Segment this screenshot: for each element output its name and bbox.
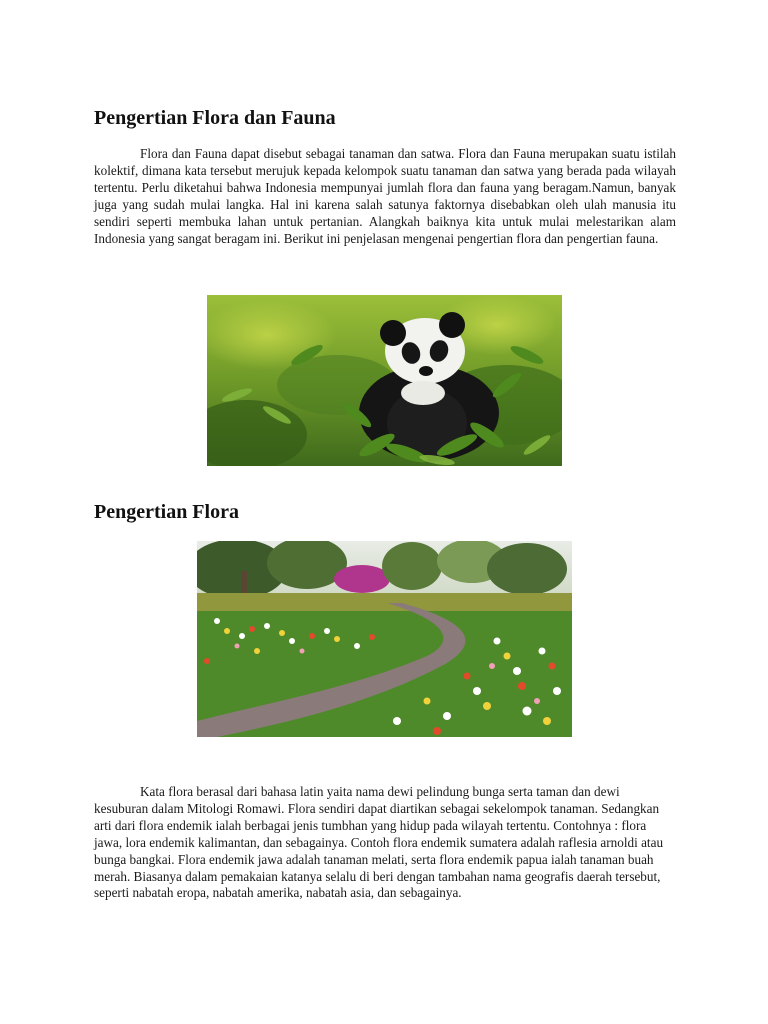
panda-illustration xyxy=(207,295,562,466)
paragraph-pengertian-flora: Kata flora berasal dari bahasa latin yaita nama dewi pelindung bunga serta taman dan dewi kesuburan dalam Mitologi Romawi. Flora sendiri dapat diartikan sebagai sekelompok tanaman. Sedangkan arti dari flora endemik ialah berbagai jenis tumbhan yang hidup pada wilayah tertentu. Contohnya : flora jawa, lora endemik kalimantan, dan sebagainya. Contoh flora endemik sumatera adalah raflesia arnoldi atau bunga bangkai. Flora endemik jawa adalah tanaman melati, serta flora endemik papua ialah tanaman buah merah. Biasanya dalam pemakaian katanya selalu di beri dengan tambahan nama geografis daerah tersebut, seperti nabatah eropa, nabatah amerika, nabatah asia, dan sebagainya. xyxy=(94,784,664,901)
flower-garden-photo xyxy=(197,541,572,737)
flower-garden-illustration xyxy=(197,541,572,737)
heading-flora-dan-fauna: Pengertian Flora dan Fauna xyxy=(94,107,336,129)
heading-pengertian-flora: Pengertian Flora xyxy=(94,501,239,523)
paragraph-flora-dan-fauna: Flora dan Fauna dapat disebut sebagai tanaman dan satwa. Flora dan Fauna merupakan suatu istilah kolektif, dimana kata tersebut merujuk kepada kelompok suatu tanaman dan satwa yang berada pada wilayah tertentu. Perlu diketahui bahwa Indonesia mempunyai jumlah flora dan fauna yang beragam.Namun, banyak juga yang sudah mulai langka. Hal ini karena salah satunya faktornya disebabkan oleh ulah manusia itu sendiri seperti membuka lahan untuk pertanian. Alangkah baiknya kita untuk mulai melestarikan alam Indonesia yang sangat beragam ini. Berikut ini penjelasan mengenai pengertian flora dan pengertian fauna. xyxy=(94,146,676,246)
panda-photo xyxy=(207,295,562,466)
